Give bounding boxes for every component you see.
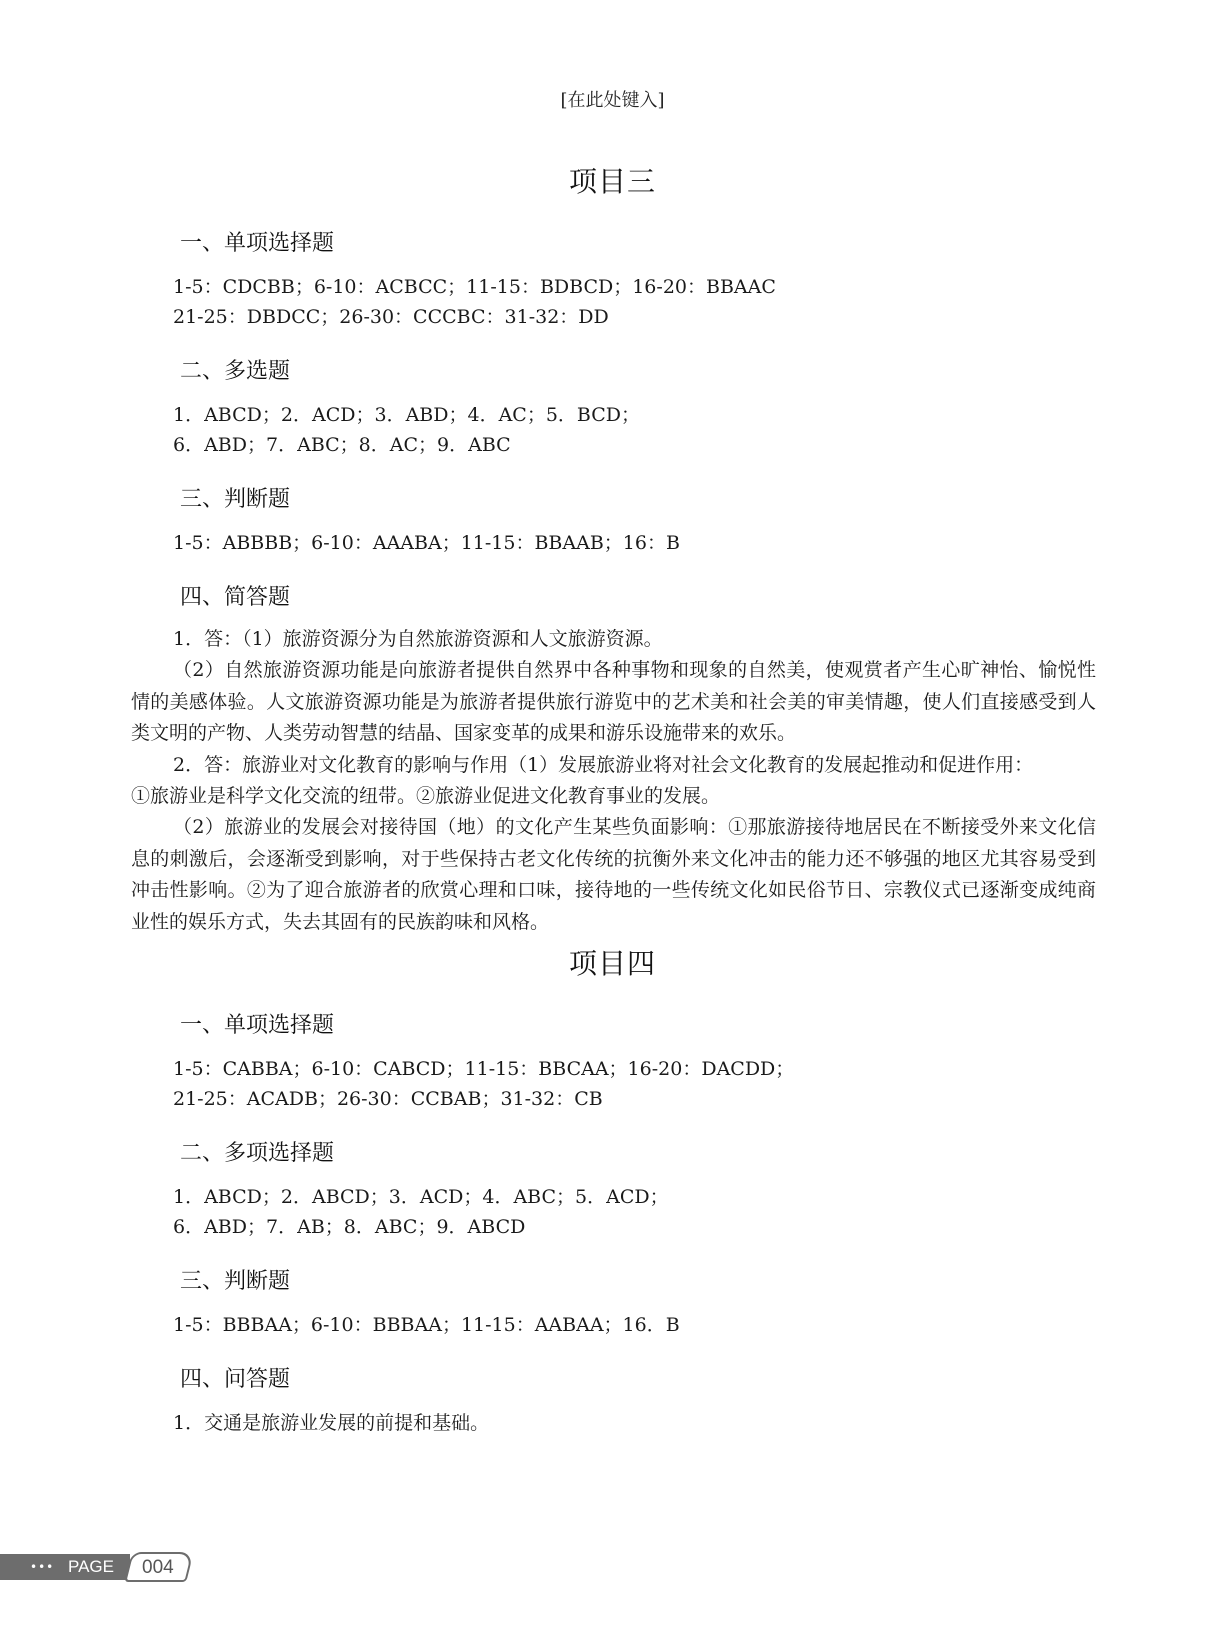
footer-dots: ••• xyxy=(30,1560,55,1574)
p4-qa-heading: 四、问答题 xyxy=(180,1367,291,1392)
project-3-title: 项目三 xyxy=(568,165,656,198)
p3-short-answer-heading: 四、简答题 xyxy=(180,585,291,610)
p4-multi-choice-heading: 二、多项选择题 xyxy=(180,1141,335,1166)
p3-multi-choice-line: 6．ABD；7．ABC；8．AC；9．ABC xyxy=(173,434,511,456)
p3-single-choice-line: 21-25：DBDCC；26-30：CCCBC：31-32：DD xyxy=(173,306,609,328)
p4-qa-line: 1．交通是旅游业发展的前提和基础。 xyxy=(173,1412,490,1434)
p4-multi-choice-line: 1．ABCD；2．ABCD；3．ACD；4．ABC；5．ACD； xyxy=(173,1186,669,1208)
p3-true-false-heading: 三、判断题 xyxy=(180,487,291,512)
p3-single-choice-line: 1-5：CDCBB；6-10：ACBCC；11-15：BDBCD；16-20：BBAAC xyxy=(173,276,776,298)
p3-multi-choice-heading: 二、多选题 xyxy=(180,359,291,384)
p3-single-choice-heading: 一、单项选择题 xyxy=(180,231,335,256)
page-number: 004 xyxy=(142,1557,174,1578)
p3-true-false-line: 1-5：ABBBB；6-10：AAABA；11-15：BBAAB；16：B xyxy=(173,532,680,554)
p3-answer-1: 1．答：（1）旅游资源分为自然旅游资源和人文旅游资源。 xyxy=(173,628,663,650)
p3-answer-paragraph: （2）自然旅游资源功能是向旅游者提供自然界中各种事物和现象的自然美，使观赏者产生心旷神怡、愉悦性情的美感体验。人文旅游资源功能是为旅游者提供旅行游览中的艺术美和社会美的审美情趣，使人们直接感受到人类文明的产物、人类劳动智慧的结晶、国家变革的成果和游乐设施带来的欢乐。 xyxy=(131,659,1096,744)
p4-true-false-heading: 三、判断题 xyxy=(180,1269,291,1294)
p3-multi-choice-line: 1．ABCD；2．ACD；3．ABD；4．AC；5．BCD； xyxy=(173,404,641,426)
page-header: [在此处键入] xyxy=(560,90,665,111)
p4-single-choice-line: 1-5：CABBA；6-10：CABCD；11-15：BBCAA；16-20：DACDD； xyxy=(173,1058,795,1080)
p3-answer-paragraph xyxy=(131,624,1096,656)
p4-true-false-line: 1-5：BBBAA；6-10：BBBAA；11-15：AABAA；16．B xyxy=(173,1314,680,1336)
p3-answer-paragraph: （2）旅游业的发展会对接待国（地）的文化产生某些负面影响：①那旅游接待地居民在不断接受外来文化信息的刺激后，会逐渐受到影响，对于些保持古老文化传统的抗衡外来文化冲击的能力还不够强的地区尤其容易受到冲击性影响。②为了迎合旅游者的欣赏心理和口味，接待地的一些传统文化如民俗节日、宗教仪式已逐渐变成纯商业性的娱乐方式，失去其固有的民族韵味和风格。 xyxy=(131,816,1096,933)
p4-multi-choice-line: 6．ABD；7．AB；8．ABC；9．ABCD xyxy=(173,1216,526,1238)
footer-page-label: PAGE xyxy=(68,1557,114,1576)
project-4-title: 项目四 xyxy=(568,947,656,980)
p3-answer-paragraph: 2．答：旅游业对文化教育的影响与作用（1）发展旅游业将对社会文化教育的发展起推动和促进作用： xyxy=(173,754,1034,776)
page-footer xyxy=(0,1548,210,1582)
p3-answer-paragraph: ①旅游业是科学文化交流的纽带。②旅游业促进文化教育事业的发展。 xyxy=(131,785,721,807)
p4-single-choice-heading: 一、单项选择题 xyxy=(180,1013,335,1038)
p4-single-choice-line: 21-25：ACADB；26-30：CCBAB；31-32：CB xyxy=(173,1088,603,1110)
